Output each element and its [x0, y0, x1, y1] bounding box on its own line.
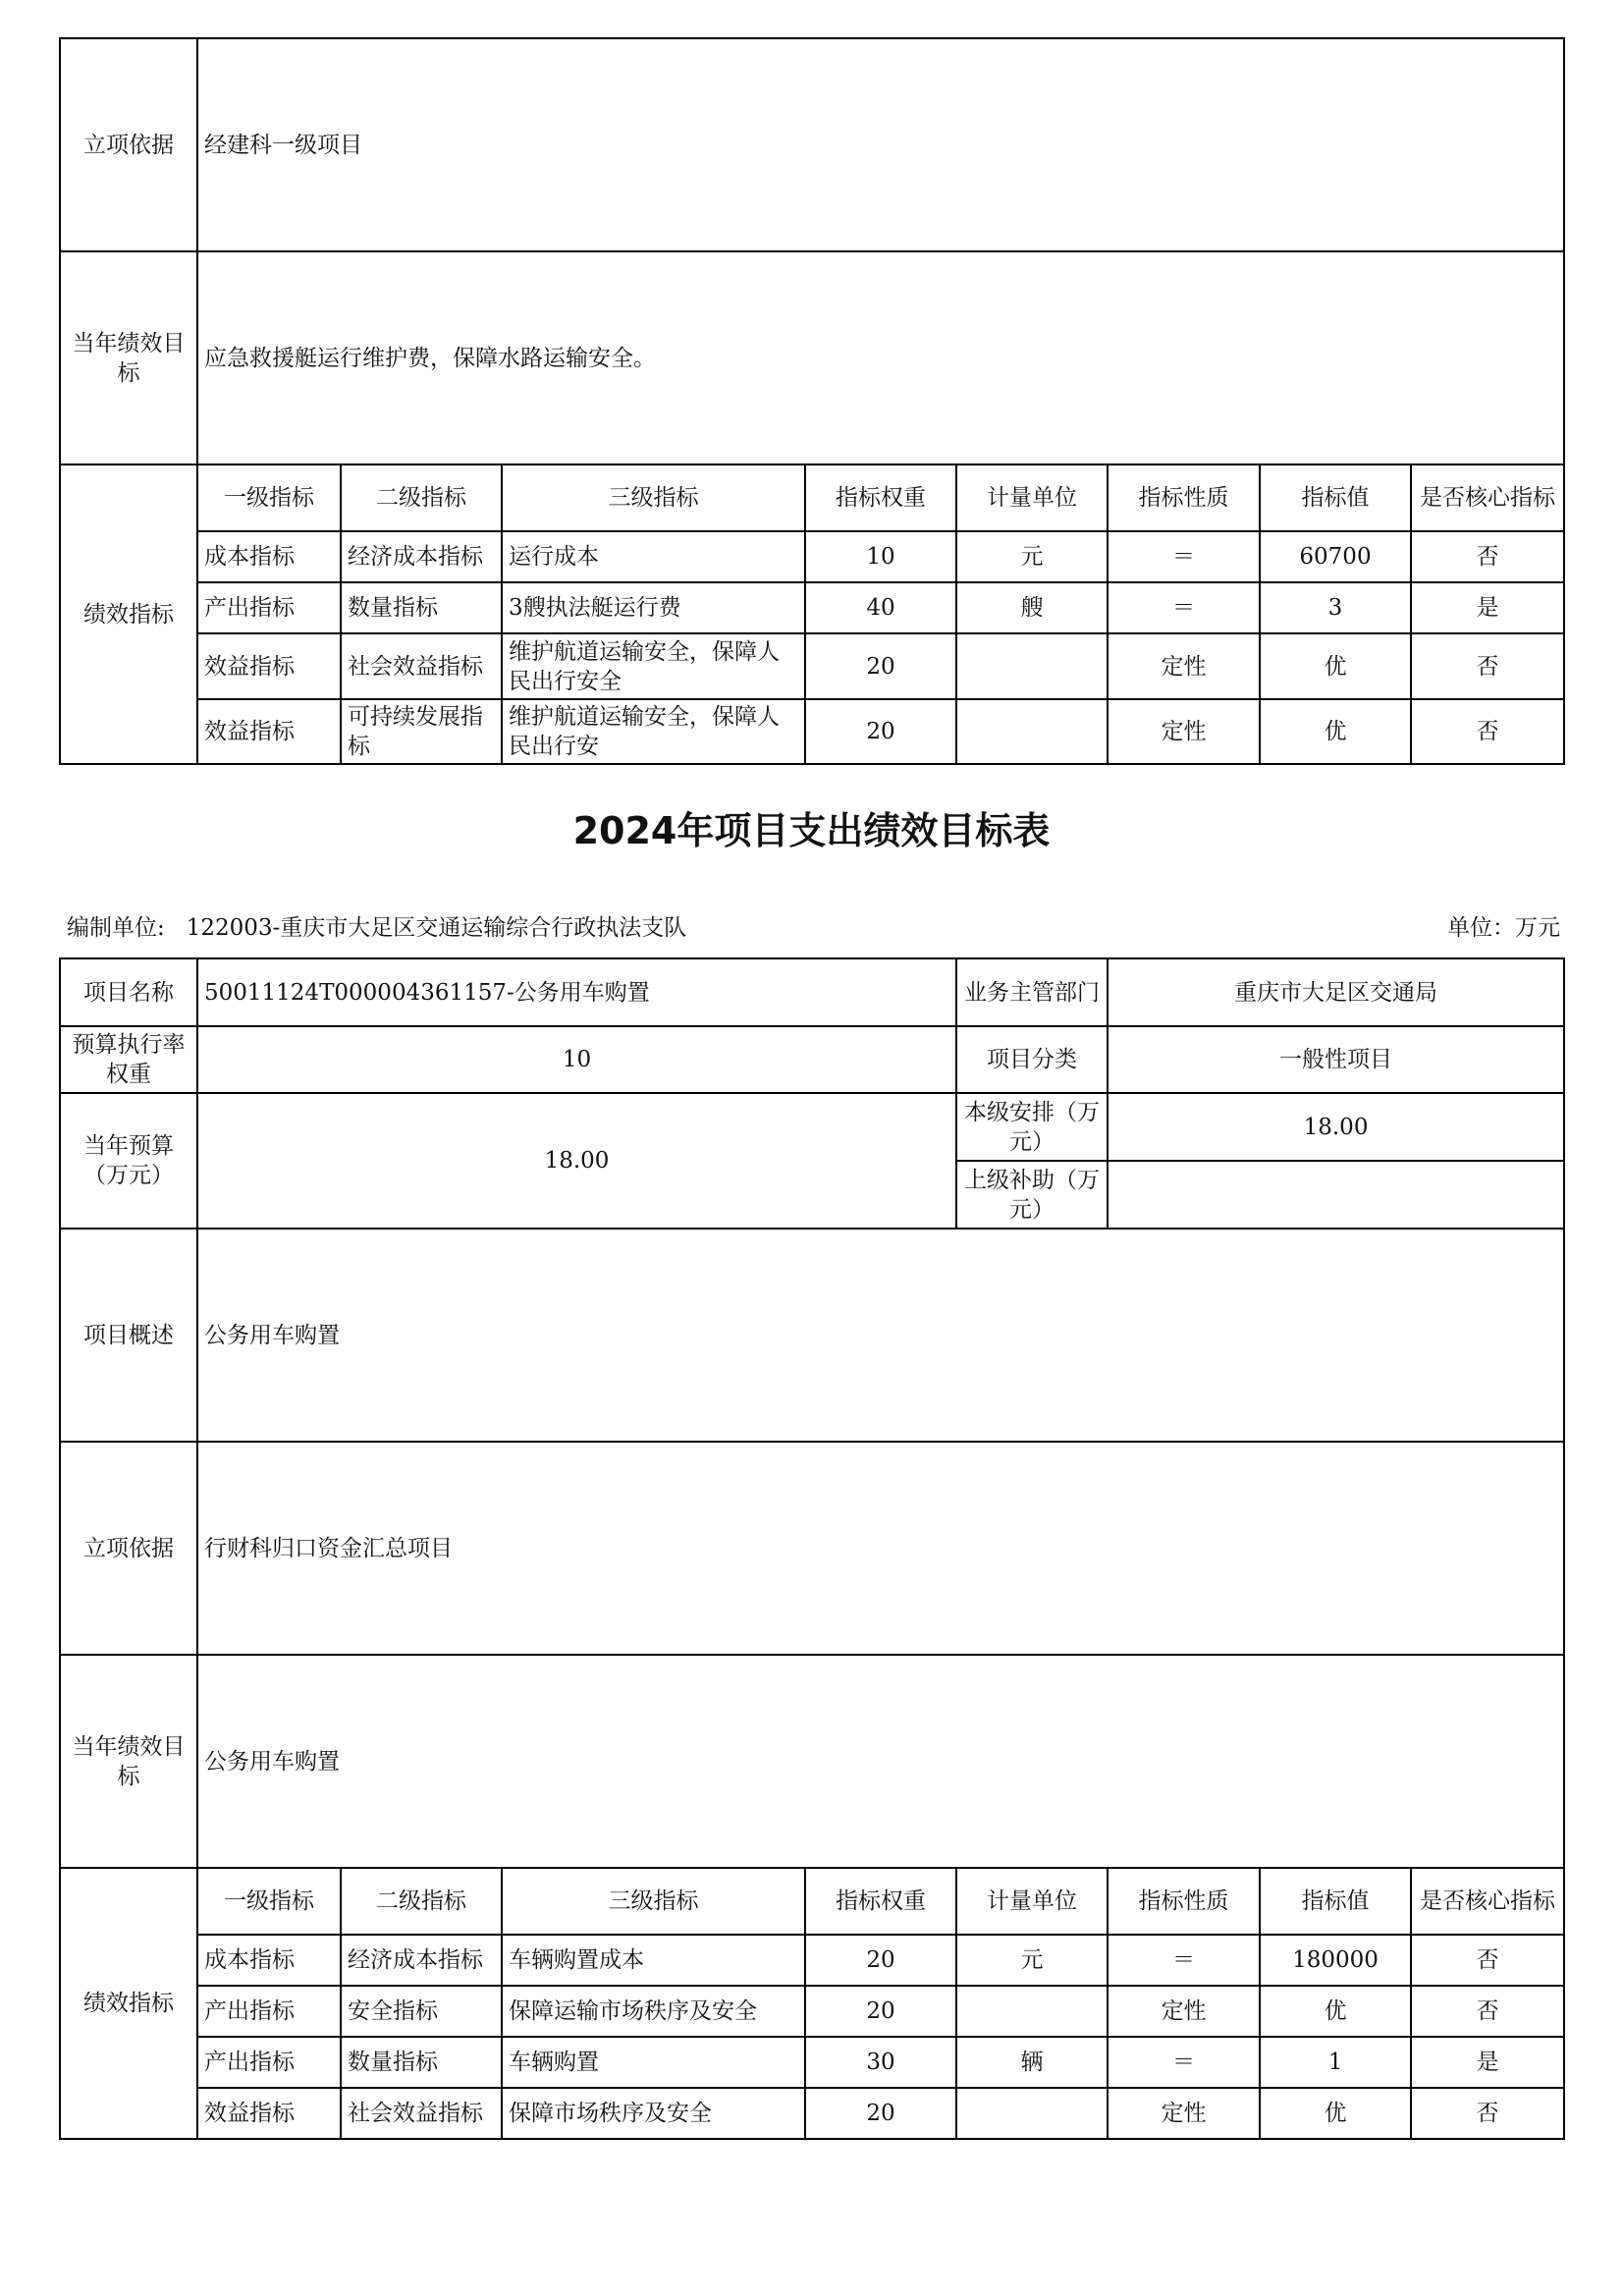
header-cell: 指标值 [1260, 1868, 1411, 1935]
perf-header-row [60, 1868, 1564, 1935]
core-cell: 否 [1411, 1986, 1564, 2037]
weight-cell: 20 [805, 633, 956, 699]
unit-cell [956, 699, 1108, 764]
category-value: 一般性项目 [1108, 1026, 1564, 1093]
page-title: 2024年项目支出绩效目标表 [572, 809, 1051, 852]
header-cell: 指标权重 [805, 1868, 956, 1935]
goal-label: 当年绩效目标 [60, 1655, 197, 1868]
perf-header-row [60, 465, 1564, 531]
level1-cell: 效益指标 [197, 699, 341, 764]
level3-cell: 车辆购置成本 [502, 1935, 805, 1986]
nature-cell: ＝ [1108, 2037, 1260, 2088]
local-value: 18.00 [1108, 1093, 1564, 1161]
header-cell: 指标值 [1260, 465, 1411, 531]
nature-cell: ＝ [1108, 531, 1260, 582]
level3-cell: 保障运输市场秩序及安全 [502, 1986, 805, 2037]
subsidy-label: 上级补助（万元） [956, 1161, 1108, 1229]
unit-cell: 辆 [956, 2037, 1108, 2088]
unit-cell [956, 1986, 1108, 2037]
overview-label: 项目概述 [60, 1229, 197, 1442]
header-cell: 是否核心指标 [1411, 465, 1564, 531]
core-cell: 否 [1411, 699, 1564, 764]
level2-cell: 经济成本指标 [341, 531, 502, 582]
header-cell: 一级指标 [197, 1868, 341, 1935]
header-cell: 三级指标 [502, 465, 805, 531]
table-row [60, 582, 1564, 633]
org-value: 122003-重庆市大足区交通运输综合行政执法支队 [186, 915, 687, 941]
value-cell: 60700 [1260, 531, 1411, 582]
table-row [60, 1986, 1564, 2037]
nature-cell: 定性 [1108, 1986, 1260, 2037]
level3-cell: 运行成本 [502, 531, 805, 582]
unit-cell: 艘 [956, 582, 1108, 633]
table-row [60, 633, 1564, 699]
unit-cell [956, 2088, 1108, 2139]
basis-label: 立项依据 [60, 1442, 197, 1655]
level3-cell: 维护航道运输安全，保障人民出行安全 [502, 633, 805, 699]
weight-cell: 20 [805, 1986, 956, 2037]
project-name-value: 50011124T000004361157-公务用车购置 [197, 958, 956, 1026]
goal-value: 应急救援艇运行维护费，保障水路运输安全。 [197, 251, 1564, 465]
level1-cell: 效益指标 [197, 2088, 341, 2139]
table-row [60, 2037, 1564, 2088]
level2-cell: 经济成本指标 [341, 1935, 502, 1986]
level2-cell: 数量指标 [341, 582, 502, 633]
level1-cell: 成本指标 [197, 1935, 341, 1986]
level1-cell: 产出指标 [197, 2037, 341, 2088]
budget-rate-label: 预算执行率权重 [60, 1026, 197, 1093]
level2-cell: 社会效益指标 [341, 633, 502, 699]
header-cell: 一级指标 [197, 465, 341, 531]
level1-cell: 成本指标 [197, 531, 341, 582]
header-cell: 计量单位 [956, 1868, 1108, 1935]
level1-cell: 产出指标 [197, 1986, 341, 2037]
value-cell: 1 [1260, 2037, 1411, 2088]
core-cell: 是 [1411, 582, 1564, 633]
perf-label: 绩效指标 [60, 1868, 197, 2139]
org-line [67, 909, 686, 942]
core-cell: 否 [1411, 2088, 1564, 2139]
value-cell: 3 [1260, 582, 1411, 633]
weight-cell: 20 [805, 699, 956, 764]
nature-cell: 定性 [1108, 2088, 1260, 2139]
weight-cell: 20 [805, 1935, 956, 1986]
nature-cell: ＝ [1108, 582, 1260, 633]
nature-cell: ＝ [1108, 1935, 1260, 1986]
level2-cell: 社会效益指标 [341, 2088, 502, 2139]
project-name-label: 项目名称 [60, 958, 197, 1026]
level3-cell: 3艘执法艇运行费 [502, 582, 805, 633]
header-cell: 指标权重 [805, 465, 956, 531]
perf-label: 绩效指标 [60, 465, 197, 764]
header-cell: 指标性质 [1108, 1868, 1260, 1935]
perf-table-1 [59, 37, 1565, 765]
basis-value: 经建科一级项目 [197, 38, 1564, 251]
level1-cell: 产出指标 [197, 582, 341, 633]
nature-cell: 定性 [1108, 699, 1260, 764]
weight-cell: 30 [805, 2037, 956, 2088]
unit-cell: 元 [956, 1935, 1108, 1986]
budget-label: 当年预算（万元） [60, 1093, 197, 1229]
level2-cell: 数量指标 [341, 2037, 502, 2088]
basis-value: 行财科归口资金汇总项目 [197, 1442, 1564, 1655]
core-cell: 否 [1411, 1935, 1564, 1986]
level2-cell: 安全指标 [341, 1986, 502, 2037]
category-label: 项目分类 [956, 1026, 1108, 1093]
budget-rate-value: 10 [197, 1026, 956, 1093]
dept-value: 重庆市大足区交通局 [1108, 958, 1564, 1026]
header-cell: 是否核心指标 [1411, 1868, 1564, 1935]
perf-table-2 [59, 957, 1565, 2140]
budget-value: 18.00 [197, 1093, 956, 1229]
unit-cell [956, 633, 1108, 699]
goal-label: 当年绩效目标 [60, 251, 197, 465]
basis-label: 立项依据 [60, 38, 197, 251]
core-cell: 是 [1411, 2037, 1564, 2088]
header-cell: 二级指标 [341, 1868, 502, 1935]
weight-cell: 40 [805, 582, 956, 633]
overview-value: 公务用车购置 [197, 1229, 1564, 1442]
table-row [60, 2088, 1564, 2139]
header-cell: 三级指标 [502, 1868, 805, 1935]
goal-value: 公务用车购置 [197, 1655, 1564, 1868]
level1-cell: 效益指标 [197, 633, 341, 699]
weight-cell: 10 [805, 531, 956, 582]
table-row [60, 699, 1564, 764]
org-label: 编制单位: [67, 915, 165, 941]
header-cell: 二级指标 [341, 465, 502, 531]
value-cell: 优 [1260, 633, 1411, 699]
value-cell: 优 [1260, 1986, 1411, 2037]
header-cell: 计量单位 [956, 465, 1108, 531]
level3-cell: 维护航道运输安全，保障人民出行安 [502, 699, 805, 764]
nature-cell: 定性 [1108, 633, 1260, 699]
unit-cell: 元 [956, 531, 1108, 582]
level2-cell: 可持续发展指标 [341, 699, 502, 764]
core-cell: 否 [1411, 531, 1564, 582]
level3-cell: 保障市场秩序及安全 [502, 2088, 805, 2139]
header-cell: 指标性质 [1108, 465, 1260, 531]
subsidy-value [1108, 1161, 1564, 1229]
value-cell: 优 [1260, 2088, 1411, 2139]
core-cell: 否 [1411, 633, 1564, 699]
dept-label: 业务主管部门 [956, 958, 1108, 1026]
level3-cell: 车辆购置 [502, 2037, 805, 2088]
local-label: 本级安排（万元） [956, 1093, 1108, 1161]
table-row [60, 1935, 1564, 1986]
value-cell: 180000 [1260, 1935, 1411, 1986]
value-cell: 优 [1260, 699, 1411, 764]
weight-cell: 20 [805, 2088, 956, 2139]
table-row [60, 531, 1564, 582]
unit-label: 单位：万元 [1447, 915, 1560, 941]
